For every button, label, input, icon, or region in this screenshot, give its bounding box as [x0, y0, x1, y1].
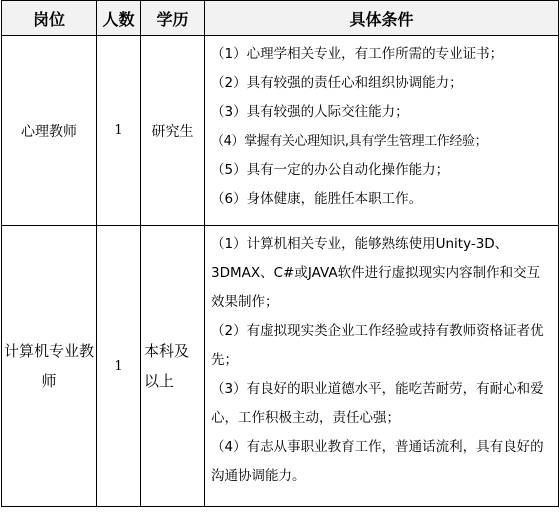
conditions-cell — [205, 226, 559, 507]
header-count: 人数 — [97, 1, 141, 36]
position-cell: 计算机专业教师 — [2, 226, 97, 507]
education-cell: 研究生 — [141, 36, 205, 226]
position-cell: 心理教师 — [2, 36, 97, 226]
condition-item: （2）具有较强的责任心和组织协调能力； — [211, 75, 463, 91]
condition-item: （4）掌握有关心理知识,具有学生管理工作经验； — [211, 134, 488, 149]
header-education: 学历 — [141, 1, 205, 36]
header-conditions: 具体条件 — [205, 1, 559, 36]
count-cell: 1 — [97, 36, 141, 226]
count-cell: 1 — [97, 226, 141, 507]
condition-item: （5）具有一定的办公自动化操作能力； — [211, 162, 450, 178]
condition-item: （4）有志从事职业教育工作，普通话流利，具有良好的沟通协调能力。 — [211, 439, 544, 484]
condition-item: （3）有良好的职业道德水平，能吃苦耐劳，有耐心和爱心，工作积极主动，责任心强； — [211, 381, 544, 426]
header-row — [2, 1, 559, 36]
condition-item: （1）计算机相关专业，能够熟练使用Unity-3D、3DMAX、C#或JAVA软件进行虚拟现实内容制作和交互效果制作； — [211, 236, 541, 310]
conditions-cell — [205, 36, 559, 226]
condition-item: （3）具有较强的人际交往能力； — [211, 104, 409, 120]
table-row — [2, 36, 559, 226]
recruitment-table — [1, 0, 559, 507]
table-row — [2, 226, 559, 507]
header-position: 岗位 — [2, 1, 97, 36]
condition-item: （6）身体健康，能胜任本职工作。 — [211, 191, 423, 207]
education-cell: 本科及以上 — [141, 226, 205, 507]
condition-item: （1）心理学相关专业，有工作所需的专业证书； — [211, 46, 504, 62]
condition-item: （2）有虚拟现实类企业工作经验或持有教师资格证者优先； — [211, 323, 544, 368]
